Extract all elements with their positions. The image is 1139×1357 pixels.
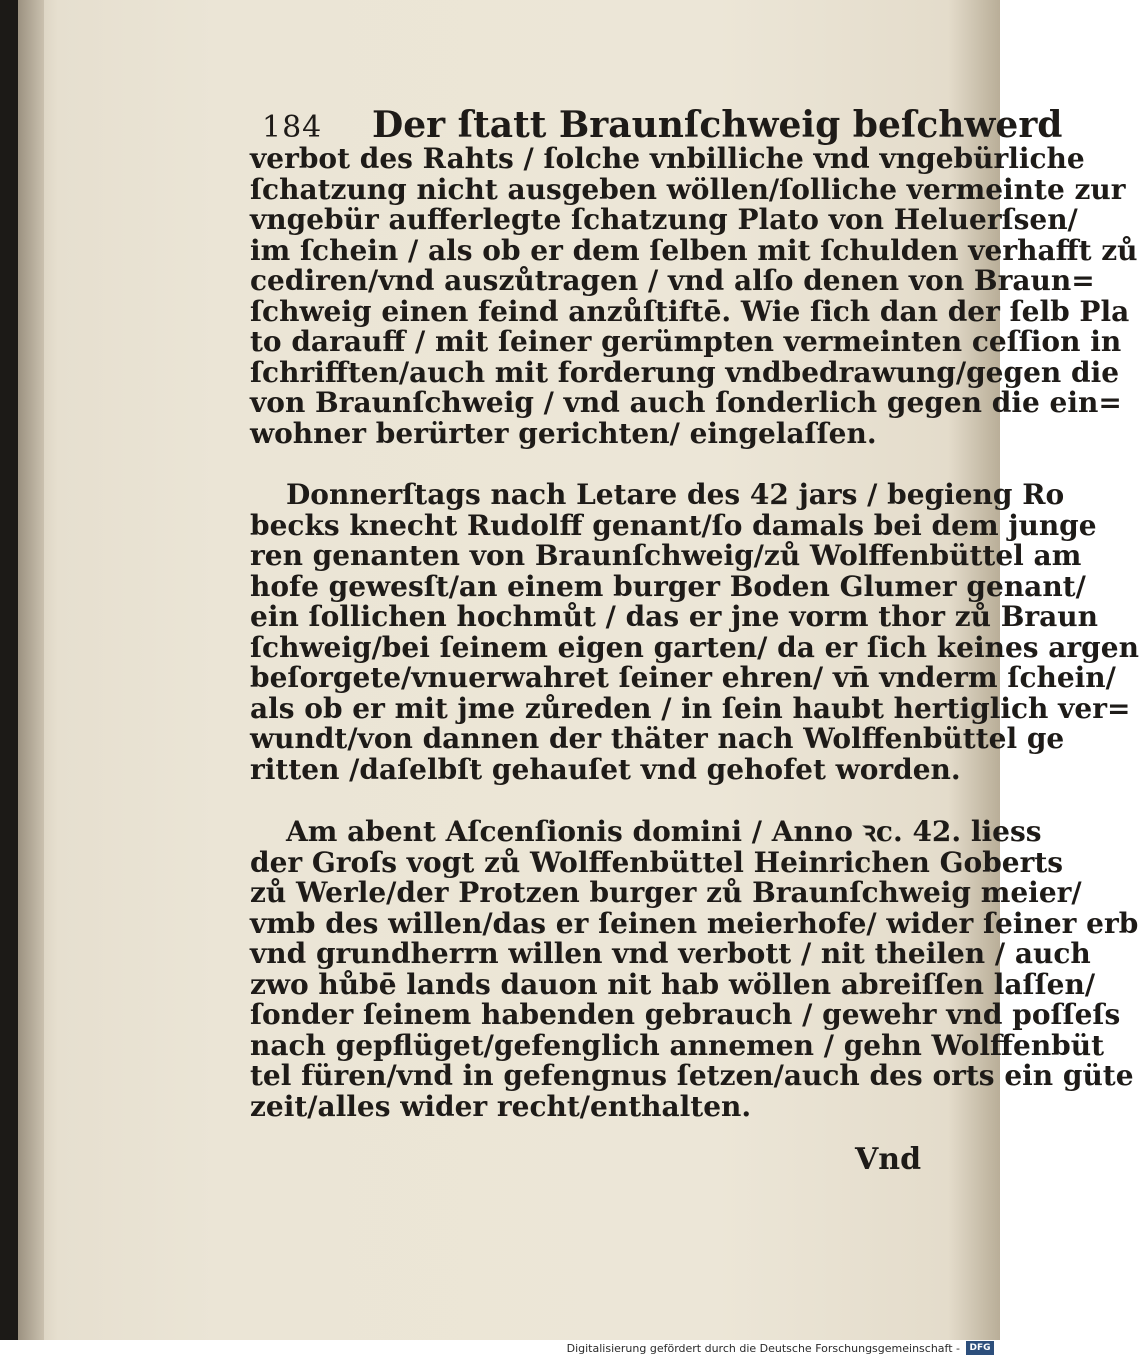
text-line: von Braunſchweig / vnd auch ſonderlich gegen die ein= — [250, 386, 1122, 419]
text-line: Donnerſtags nach Letare des 42 jars / begieng Ro — [286, 478, 1065, 511]
text-line: ſonder ſeinem habenden gebrauch / gewehr vnd poſſeſs — [250, 998, 1121, 1031]
text-line: als ob er mit jme zůreden / in ſein haubt hertiglich ver= — [250, 691, 1131, 725]
dfg-logo: DFG — [966, 1341, 994, 1355]
page-header — [262, 100, 1063, 148]
text-line: der Groſs vogt zů Wolffenbüttel Heinrichen Goberts — [250, 845, 1064, 879]
page-gutter-shadow — [18, 0, 44, 1340]
text-line: vmb des willen/das er ſeinen meierhofe/ wider ſeiner erb — [250, 906, 1139, 940]
text-line: to darauff / mit ſeiner gerümpten vermeinten ceſſion in — [250, 325, 1122, 358]
text-line: nach gepflüget/gefenglich annemen / gehn Wolffenbüt — [250, 1028, 1105, 1062]
text-line: ren genanten von Braunſchweig/zů Wolffenbüttel am — [250, 539, 1082, 572]
text-line: ritten /daſelbſt gehauſet vnd gehofet worden. — [250, 752, 961, 786]
text-line: zwo hůbē lands dauon nit hab wöllen abreiſſen laſſen/ — [250, 967, 1096, 1001]
text-line: ſchweig/bei ſeinem eigen garten/ da er ſich keines argen — [250, 630, 1139, 664]
text-line: becks knecht Rudolff genant/ſo damals bei dem junge — [250, 508, 1097, 542]
text-line: wohner berürter gerichten/ eingelaſſen. — [250, 416, 877, 450]
text-line: cediren/vnd auszůtragen / vnd alſo denen von Braun= — [250, 264, 1095, 297]
text-line: ſchatzung nicht ausgeben wöllen/ſolliche vermeinte zur — [250, 172, 1126, 206]
text-line: zeit/alles wider recht/enthalten. — [250, 1089, 752, 1123]
text-line: ein ſollichen hochmůt / das er jne vorm thor zů Braun — [250, 600, 1099, 633]
paragraph-2 — [250, 478, 1139, 786]
footer-credit: Digitalisierung gefördert durch die Deutsche Forschungsgemeinschaft - — [566, 1342, 960, 1355]
text-line: tel füren/vnd in gefengnus ſetzen/auch des orts ein güte — [250, 1059, 1134, 1092]
text-line: ſchrifften/auch mit forderung vndbedrawung/gegen die — [250, 355, 1120, 389]
text-line: verbot des Rahts / ſolche vnbilliche vnd vngebürliche — [250, 142, 1085, 175]
text-line: vngebür aufferlegte ſchatzung Plato von Heluerſsen/ — [250, 203, 1078, 236]
catchword: Vnd — [855, 1142, 922, 1177]
paragraph-1 — [250, 142, 1138, 450]
text-line: Am abent Aſcenſionis domini / Anno ꝛc. 42. liess — [286, 815, 1042, 848]
text-line: im ſchein / als ob er dem ſelben mit ſchulden verhafft zů — [250, 233, 1138, 267]
paragraph-3 — [250, 815, 1139, 1123]
page-number: 184 — [262, 110, 323, 145]
text-line: wundt/von dannen der thäter nach Wolffenbüttel ge — [250, 722, 1065, 755]
text-line: zů Werle/der Protzen burger zů Braunſchweig meier/ — [250, 876, 1082, 909]
text-line: beſorgete/vnuerwahret ſeiner ehren/ vn̄ vnderm ſchein/ — [250, 661, 1116, 694]
text-line: hofe gewesſt/an einem burger Boden Glumer genant/ — [250, 569, 1086, 603]
running-title: Der ſtatt Braunſchweig beſchwerd — [372, 104, 1063, 146]
text-line: ſchweig einen feind anzůſtiftē. Wie ſich dan der ſelb Pla — [250, 294, 1130, 328]
text-line: vnd grundherrn willen vnd verbott / nit theilen / auch — [250, 937, 1091, 970]
